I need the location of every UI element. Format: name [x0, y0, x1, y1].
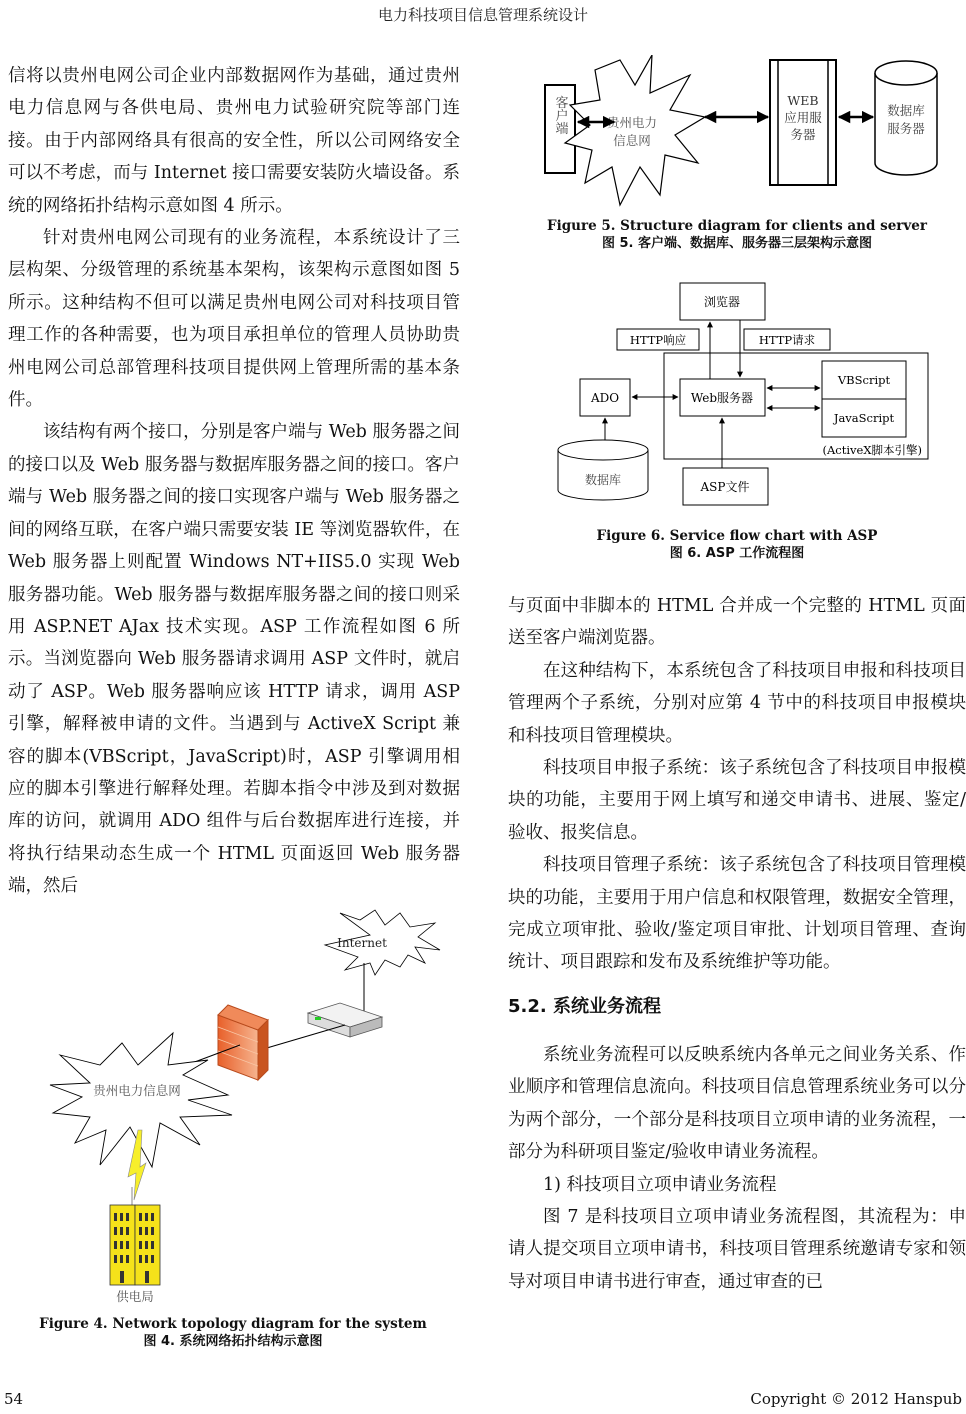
figure-4-caption-zh: 图 4. 系统网络拓扑结构示意图: [143, 1334, 323, 1349]
firewall-icon: [218, 1005, 268, 1080]
internet-label: Internet: [337, 936, 387, 950]
paragraph: 针对贵州电网公司现有的业务流程，本系统设计了三层构架、分级管理的系统基本架构，该架构示意图如图 5 所示。这种结构不但可以满足贵州电网公司对科技项目管理工作的各种需要，也为项目承担单位的管理人员协助贵州电网公司总部管理科技项目提供网上管理所需的基本条件。: [8, 228, 460, 411]
list-item-heading: 1) 科技项目立项申请业务流程: [543, 1174, 777, 1195]
web-label-line3: 务器: [790, 127, 816, 142]
router-icon: [308, 1003, 382, 1037]
figure-5-caption-zh: 图 5. 客户端、数据库、服务器三层架构示意图: [601, 236, 873, 251]
web-server-label: Web服务器: [690, 391, 754, 405]
paragraph: 科技项目管理子系统：该子系统包含了科技项目管理模块的功能，主要用于用户信息和权限管理，数据安全管理，完成立项审批、验收/鉴定项目审批、计划项目管理、查询统计、项目跟踪和发布及系统维护等功能。: [508, 855, 966, 973]
browser-label: 浏览器: [703, 295, 741, 309]
web-label-line2: 应用服: [784, 110, 822, 125]
http-request-label: HTTP请求: [758, 333, 816, 347]
running-head: 电力科技项目信息管理系统设计: [377, 6, 588, 24]
left-column: [8, 60, 460, 903]
network-starburst: [565, 55, 705, 205]
section-heading: 5.2. 系统业务流程: [508, 995, 661, 1017]
paragraph: 科技项目申报子系统：该子系统包含了科技项目申报模块的功能，主要用于网上填写和递交申请书、进展、鉴定/验收、报奖信息。: [508, 758, 966, 843]
web-label-line1: WEB: [787, 93, 819, 108]
figure-5-diagram: [540, 55, 940, 215]
paragraph: 信将以贵州电网公司企业内部数据网作为基础，通过贵州电力信息网与各供电局、贵州电力试验研究院等部门连接。由于内部网络具有很高的安全性，所以公司网络安全可以不考虑，而与 Internet 接口需要安装防火墙设备。系统的网络拓扑结构示意如图 4 所示。: [8, 66, 460, 216]
bureau-label: 供电局: [116, 1289, 154, 1304]
network-label-line1: 贵州电力: [606, 115, 658, 130]
database-label: 数据库: [584, 473, 622, 487]
paragraph: 该结构有两个接口，分别是客户端与 Web 服务器之间的接口以及 Web 服务器与数据库服务器之间的接口。客户端与 Web 服务器之间的接口实现客户端与 Web 服务器之间的网络互联，在客户端只需要安装 IE 等浏览器软件，在 Web 服务器上则配置 Windows NT+IIS5.0 实现 Web 服务器功能。Web 服务器与数据库服务器之间的接口则采用 ASP.NET AJax 技术实现。ASP 工作流程如图 6 所示。当浏览器向 Web 服务器请求调用 ASP 文件时，就启动了 ASP。Web 服务器响应该 HTTP 请求，调用 ASP 引擎，解释被申请的文件。当遇到与 ActiveX Script 兼容的脚本(VBScript，JavaScript)时，ASP 引擎调用相应的脚本引擎进行解释处理。若脚本指令中涉及到对数据库的访问，就调用 ADO 组件与后台数据库进行连接，并将执行结果动态生成一个 HTML 页面返回 Web 服务器端，然后: [8, 422, 460, 897]
db-label-line2: 服务器: [887, 121, 925, 136]
figure-4-diagram: [40, 905, 460, 1305]
paragraph: 在这种结构下，本系统包含了科技项目申报和科技项目管理两个子系统，分别对应第 4 节中的科技项目申报模块和科技项目管理模块。: [508, 660, 966, 746]
ado-label: ADO: [590, 391, 620, 405]
page-number: 54: [4, 1390, 24, 1408]
figure-5-caption-en: Figure 5. Structure diagram for clients and server: [547, 218, 927, 234]
figure-6-caption-en: Figure 6. Service flow chart with ASP: [596, 528, 878, 544]
javascript-label: JavaScript: [833, 411, 895, 425]
http-response-label: HTTP响应: [629, 333, 687, 347]
asp-file-label: ASP文件: [700, 480, 750, 494]
engine-label: (ActiveX脚本引擎): [822, 443, 922, 457]
vbscript-label: VBScript: [837, 373, 891, 387]
paragraph: 图 7 是科技项目立项申请业务流程图，其流程为：申请人提交项目立项申请书，科技项目管理系统邀请专家和领导对项目申请书进行审查，通过审查的已: [508, 1206, 966, 1292]
figure-6-diagram: [550, 280, 930, 510]
figure-6-caption: [508, 527, 966, 563]
db-label-line1: 数据库: [887, 103, 925, 118]
link-router-firewall: [260, 1025, 345, 1050]
network-label-line2: 信息网: [613, 133, 651, 148]
building-icon: [110, 1205, 160, 1285]
right-column: [508, 590, 966, 1298]
figure-4-caption-en: Figure 4. Network topology diagram for the system: [39, 1316, 427, 1332]
paragraph: 系统业务流程可以反映系统内各单元之间业务关系、作业顺序和管理信息流向。科技项目信息管理系统业务可以分为两个部分，一个部分是科技项目立项申请的业务流程，一部分为科研项目鉴定/验收申请业务流程。: [508, 1044, 966, 1163]
paragraph: 与页面中非脚本的 HTML 合并成一个完整的 HTML 页面送至客户端浏览器。: [508, 596, 966, 649]
figure-5-caption: [508, 217, 966, 253]
figure-4-caption: [0, 1315, 466, 1351]
figure-6-caption-zh: 图 6. ASP 工作流程图: [669, 546, 805, 561]
copyright: Copyright © 2012 Hanspub: [750, 1390, 962, 1408]
client-label: 客户端: [552, 95, 568, 135]
network-label: 贵州电力信息网: [93, 1083, 181, 1098]
